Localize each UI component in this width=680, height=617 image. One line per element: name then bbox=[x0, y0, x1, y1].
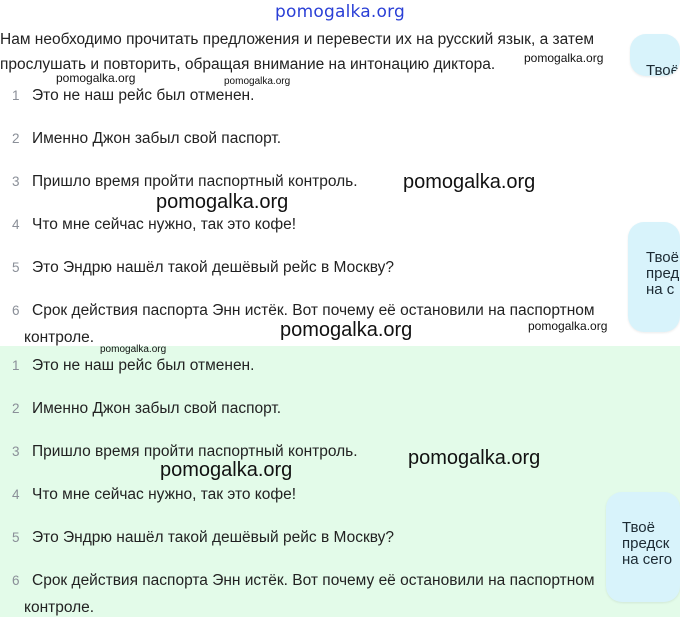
bubble-text: Твоё предск на сего bbox=[622, 519, 673, 568]
assistant-bubble[interactable] bbox=[628, 222, 680, 332]
item-text: Пришло время пройти паспортный контроль. bbox=[32, 443, 358, 460]
item-number: 3 bbox=[12, 444, 20, 459]
item-text-continuation: контроле. bbox=[24, 599, 95, 616]
item-text: Именно Джон забыл свой паспорт. bbox=[32, 400, 282, 417]
item-number: 1 bbox=[12, 88, 20, 103]
item-text: Пришло время пройти паспортный контроль. bbox=[32, 173, 358, 190]
watermark: pomogalka.org bbox=[100, 344, 167, 355]
watermark: pomogalka.org bbox=[528, 319, 608, 333]
watermark: pomogalka.org bbox=[224, 76, 291, 87]
item-text: Срок действия паспорта Энн истёк. Вот почему её остановили на паспортном bbox=[32, 572, 595, 589]
item-number: 6 bbox=[12, 303, 20, 318]
watermark: pomogalka.org bbox=[403, 171, 536, 193]
watermark: pomogalka.org bbox=[280, 319, 413, 341]
bubble-text: Твоё bbox=[646, 62, 679, 76]
item-number: 6 bbox=[12, 573, 20, 588]
item-number: 1 bbox=[12, 358, 20, 373]
item-number: 5 bbox=[12, 530, 20, 545]
watermark: pomogalka.org bbox=[156, 191, 289, 213]
item-text: Это Эндрю нашёл такой дешёвый рейс в Москву? bbox=[32, 529, 395, 546]
item-text-continuation: контроле. bbox=[24, 329, 95, 346]
item-number: 5 bbox=[12, 260, 20, 275]
item-number: 2 bbox=[12, 131, 20, 146]
watermark: pomogalka.org bbox=[408, 447, 541, 469]
bubble-text: Твоё пред на с bbox=[646, 249, 680, 298]
item-text: Это не наш рейс был отменен. bbox=[32, 357, 255, 374]
item-text: Что мне сейчас нужно, так это кофе! bbox=[32, 216, 297, 233]
site-logo[interactable]: pomogalka.org bbox=[275, 2, 405, 22]
item-text: Что мне сейчас нужно, так это кофе! bbox=[32, 486, 297, 503]
item-number: 2 bbox=[12, 401, 20, 416]
item-text: Это Эндрю нашёл такой дешёвый рейс в Москву? bbox=[32, 259, 395, 276]
assistant-bubble[interactable] bbox=[630, 34, 680, 76]
assistant-bubble[interactable] bbox=[606, 492, 680, 602]
item-text: Это не наш рейс был отменен. bbox=[32, 87, 255, 104]
instruction-text: Нам необходимо прочитать предложения и перевести их на русский язык, а затем прослушать и повторить, обращая внимание на интонацию диктора. bbox=[0, 31, 595, 73]
item-number: 4 bbox=[12, 487, 20, 502]
watermark: pomogalka.org bbox=[56, 71, 136, 85]
item-text: Именно Джон забыл свой паспорт. bbox=[32, 130, 282, 147]
item-text: Срок действия паспорта Энн истёк. Вот почему её остановили на паспортном bbox=[32, 302, 595, 319]
watermark: pomogalka.org bbox=[524, 51, 604, 65]
watermark: pomogalka.org bbox=[160, 459, 293, 481]
item-number: 4 bbox=[12, 217, 20, 232]
item-number: 3 bbox=[12, 174, 20, 189]
